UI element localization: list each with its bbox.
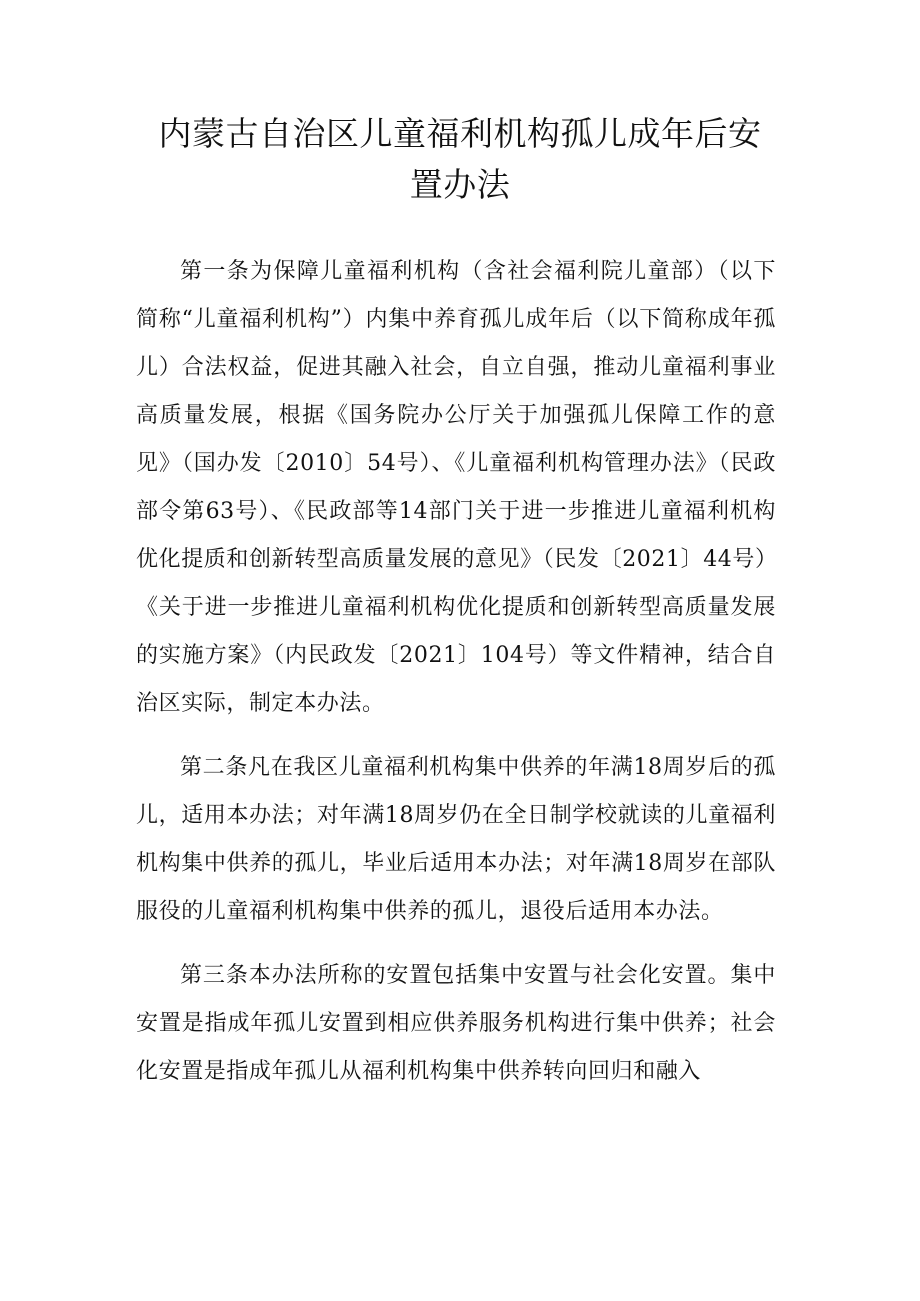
- document-title: [150, 108, 770, 210]
- document-title-line-1: 内蒙古自治区儿童福利机构孤儿成年后安: [158, 114, 762, 153]
- article-1-paragraph: 第一条为保障儿童福利机构（含社会福利院儿童部）（以下简称“儿童福利机构”）内集中养育孤儿成年后（以下简称成年孤儿）合法权益，促进其融入社会，自立自强，推动儿童福利事业高质量发展，根据《国务院办公厅关于加强孤儿保障工作的意见》（国办发〔2010〕54号）、《儿童福利机构管理办法》（民政部令第63号）、《民政部等14部门关于进一步推进儿童福利机构优化提质和创新转型高质量发展的意见》（民发〔2021〕44号）: [136, 259, 778, 572]
- document-title-line-2: 置办法: [409, 165, 511, 204]
- article-3-paragraph: 第三条本办法所称的安置包括集中安置与社会化安置。集中安置是指成年孤儿安置到相应供养服务机构进行集中供养；社会化安置是指成年孤儿从福利机构集中供养转向回归和融入: [136, 963, 776, 1084]
- article-1-continuation-paragraph: 《关于进一步推进儿童福利机构优化提质和创新转型高质量发展的实施方案》（内民政发〔2021〕104号）等文件精神，结合自治区实际，制定本办法。: [136, 595, 776, 716]
- document-body: [136, 248, 776, 1096]
- article-2-paragraph: 第二条凡在我区儿童福利机构集中供养的年满18周岁后的孤儿，适用本办法；对年满18周岁仍在全日制学校就读的儿童福利机构集中供养的孤儿，毕业后适用本办法；对年满18周岁在部队服役的儿童福利机构集中供养的孤儿，退役后适用本办法。: [136, 755, 776, 924]
